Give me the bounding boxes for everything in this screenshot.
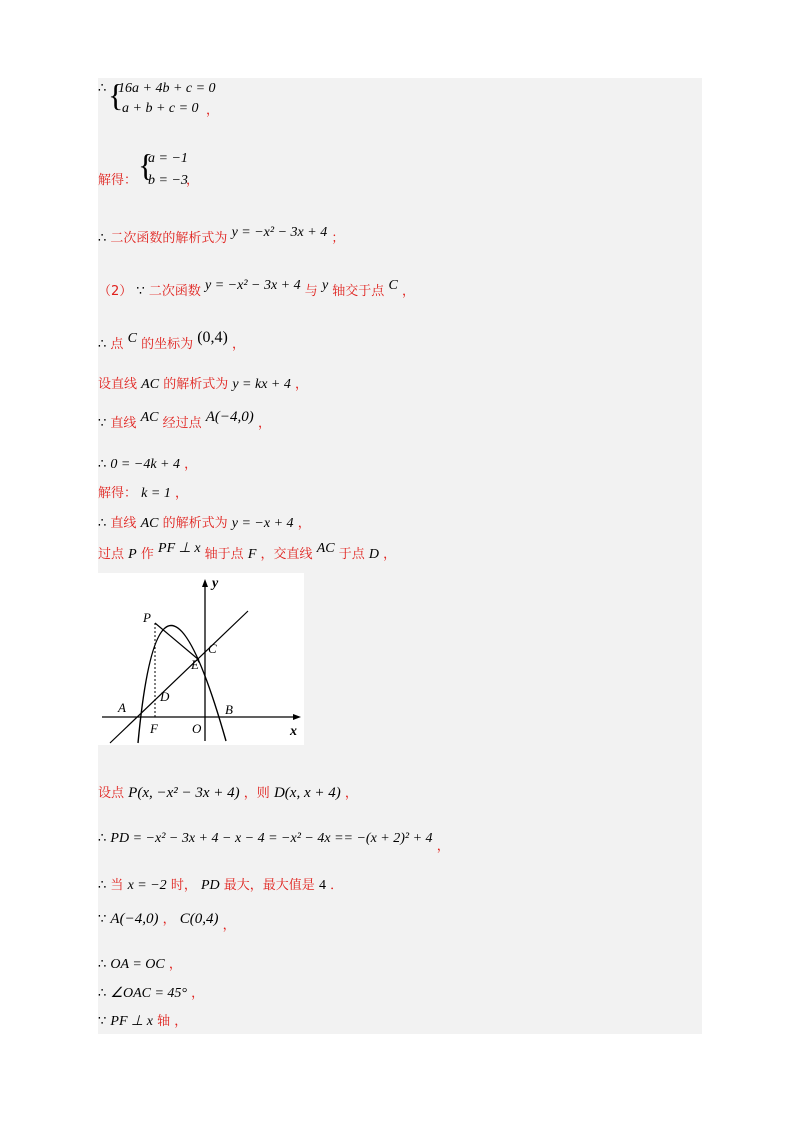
punct: ，: [295, 377, 309, 392]
text: 解得：: [98, 486, 138, 501]
construct-PF: [98, 541, 397, 564]
expression: y = −x² − 3x + 4: [231, 225, 328, 240]
text: 设直线: [98, 377, 138, 392]
therefore-symbol: ∴: [98, 231, 107, 246]
punct: ；: [331, 231, 345, 246]
quadratic-expression-line: [98, 225, 345, 248]
punct: ，: [222, 918, 236, 933]
text: 的坐标为: [141, 337, 194, 352]
system-equations-1: [98, 77, 220, 118]
line-AC-passes-A: [98, 409, 271, 433]
punct: ，: [383, 547, 397, 562]
set-point-P: [98, 784, 358, 803]
text: 于点: [338, 547, 365, 562]
line-AC: AC: [140, 410, 159, 425]
equation-k: [98, 456, 197, 474]
therefore-symbol: ∴: [98, 337, 107, 352]
point-C: C: [388, 278, 398, 293]
text: 二次函数的解析式为: [110, 231, 228, 246]
label-D: D: [160, 689, 170, 704]
therefore-symbol: ∴: [98, 457, 107, 472]
point-D: D: [368, 547, 379, 562]
therefore-symbol: ∴: [98, 957, 107, 972]
coord: (0,4): [197, 329, 228, 346]
punct: ，: [436, 839, 450, 854]
segment-PE: [155, 623, 199, 660]
label-x: x: [290, 724, 297, 739]
punct: ，: [206, 103, 220, 118]
text: 当: [110, 878, 124, 893]
therefore-symbol: ∴: [98, 831, 107, 846]
punct: ，: [174, 1014, 188, 1029]
point-P-expr: P(x, −x² − 3x + 4): [128, 785, 240, 801]
label-F: F: [150, 721, 158, 736]
solution-a: a = −1: [148, 151, 188, 166]
PD-expression: [98, 830, 450, 854]
text: 最大，最大值是: [223, 878, 315, 893]
expression: x = −2: [127, 878, 167, 893]
line-AC: AC: [316, 541, 335, 556]
text: 与: [304, 284, 318, 299]
point-A: A(−4,0): [205, 409, 254, 425]
text: 轴: [157, 1014, 171, 1029]
expression: y = kx + 4: [232, 377, 291, 392]
punct: ．: [330, 878, 344, 893]
OA-equals-OC: [98, 956, 182, 974]
part-number: （2）: [98, 284, 133, 299]
point-A: A(−4,0): [110, 911, 159, 927]
text: 直线: [110, 416, 137, 431]
equation-1b: a + b + c = 0: [122, 101, 199, 116]
punct: ，: [257, 416, 271, 431]
text: 设点: [98, 786, 125, 801]
text: 过点: [98, 547, 125, 562]
part-2-intro: [98, 278, 415, 301]
expression: OA = OC: [110, 957, 165, 972]
text: 点: [110, 337, 124, 352]
point-F: F: [247, 547, 257, 562]
max-value: 4: [318, 878, 326, 893]
expression: 0 = −4k + 4: [110, 457, 180, 472]
text: 直线: [110, 516, 137, 531]
therefore-symbol: ∴: [98, 81, 107, 96]
text: ，则: [243, 786, 270, 801]
equation-1a: 16a + 4b + c = 0: [118, 81, 216, 96]
punct: ，: [174, 486, 188, 501]
punct: ，: [344, 786, 358, 801]
because-symbol: ∵: [98, 912, 107, 927]
angle-OAC: [98, 985, 204, 1003]
geometry-figure: [98, 573, 304, 745]
punct: ，: [297, 516, 311, 531]
text: ，交直线: [260, 547, 313, 562]
line-AC: AC: [141, 377, 160, 392]
solve-k: [98, 485, 188, 503]
text: 的解析式为: [162, 516, 228, 531]
punct: ，: [232, 337, 246, 352]
line-AC-result: [98, 515, 311, 533]
therefore-symbol: ∴: [98, 516, 107, 531]
label-P: P: [143, 610, 151, 625]
point-P: P: [128, 547, 137, 562]
text: 经过点: [162, 416, 202, 431]
expression: PF ⊥ x: [158, 541, 201, 556]
line-AC: AC: [140, 516, 159, 531]
text: 作: [140, 547, 154, 562]
line-AC: [110, 611, 248, 743]
point-C-coordinates: [98, 329, 246, 354]
expression: PF ⊥ x: [110, 1014, 153, 1029]
punct: ，: [186, 173, 200, 188]
label-solve: 解得：: [98, 173, 138, 188]
expression: ∠OAC = 45°: [110, 986, 188, 1001]
left-brace: {: [138, 147, 154, 183]
text: 时，: [170, 878, 197, 893]
text: 二次函数: [148, 284, 201, 299]
label-O: O: [192, 721, 202, 736]
label-y: y: [212, 576, 219, 591]
punct: ，: [191, 986, 205, 1001]
because-symbol: ∵: [98, 416, 107, 431]
PF-perpendicular: [98, 1013, 187, 1031]
expression: k = 1: [141, 486, 171, 501]
label-C: C: [208, 641, 217, 656]
punct: ，: [168, 957, 182, 972]
label-E: E: [191, 657, 199, 672]
segment-PD: PD: [200, 878, 220, 893]
therefore-symbol: ∴: [98, 878, 107, 893]
expression: y = −x + 4: [231, 516, 294, 531]
line-AC-setup: [98, 376, 308, 394]
punct: ，: [184, 457, 198, 472]
x-axis-arrow: [293, 714, 301, 720]
point-D-expr: D(x, x + 4): [273, 785, 341, 801]
separator: ，: [162, 912, 176, 927]
label-B: B: [225, 702, 233, 717]
left-brace: {: [108, 77, 124, 113]
text: 的解析式为: [163, 377, 229, 392]
text: 轴于点: [204, 547, 244, 562]
because-symbol: ∵: [136, 284, 145, 299]
punct: ，: [401, 284, 415, 299]
solution-b: b = −3: [148, 173, 188, 188]
PD-max: [98, 877, 343, 895]
therefore-symbol: ∴: [98, 986, 107, 1001]
expression: y = −x² − 3x + 4: [205, 278, 301, 293]
point-C: C(0,4): [179, 911, 219, 927]
var-y: y: [321, 278, 329, 293]
y-axis-arrow: [202, 579, 208, 587]
expression: PD = −x² − 3x + 4 − x − 4 = −x² − 4x == −(x + 2)² + 4: [110, 831, 433, 846]
label-A: A: [118, 700, 126, 715]
point-C: C: [127, 331, 137, 346]
points-A-C: [98, 910, 236, 933]
text: 轴交于点: [332, 284, 385, 299]
because-symbol: ∵: [98, 1014, 107, 1029]
